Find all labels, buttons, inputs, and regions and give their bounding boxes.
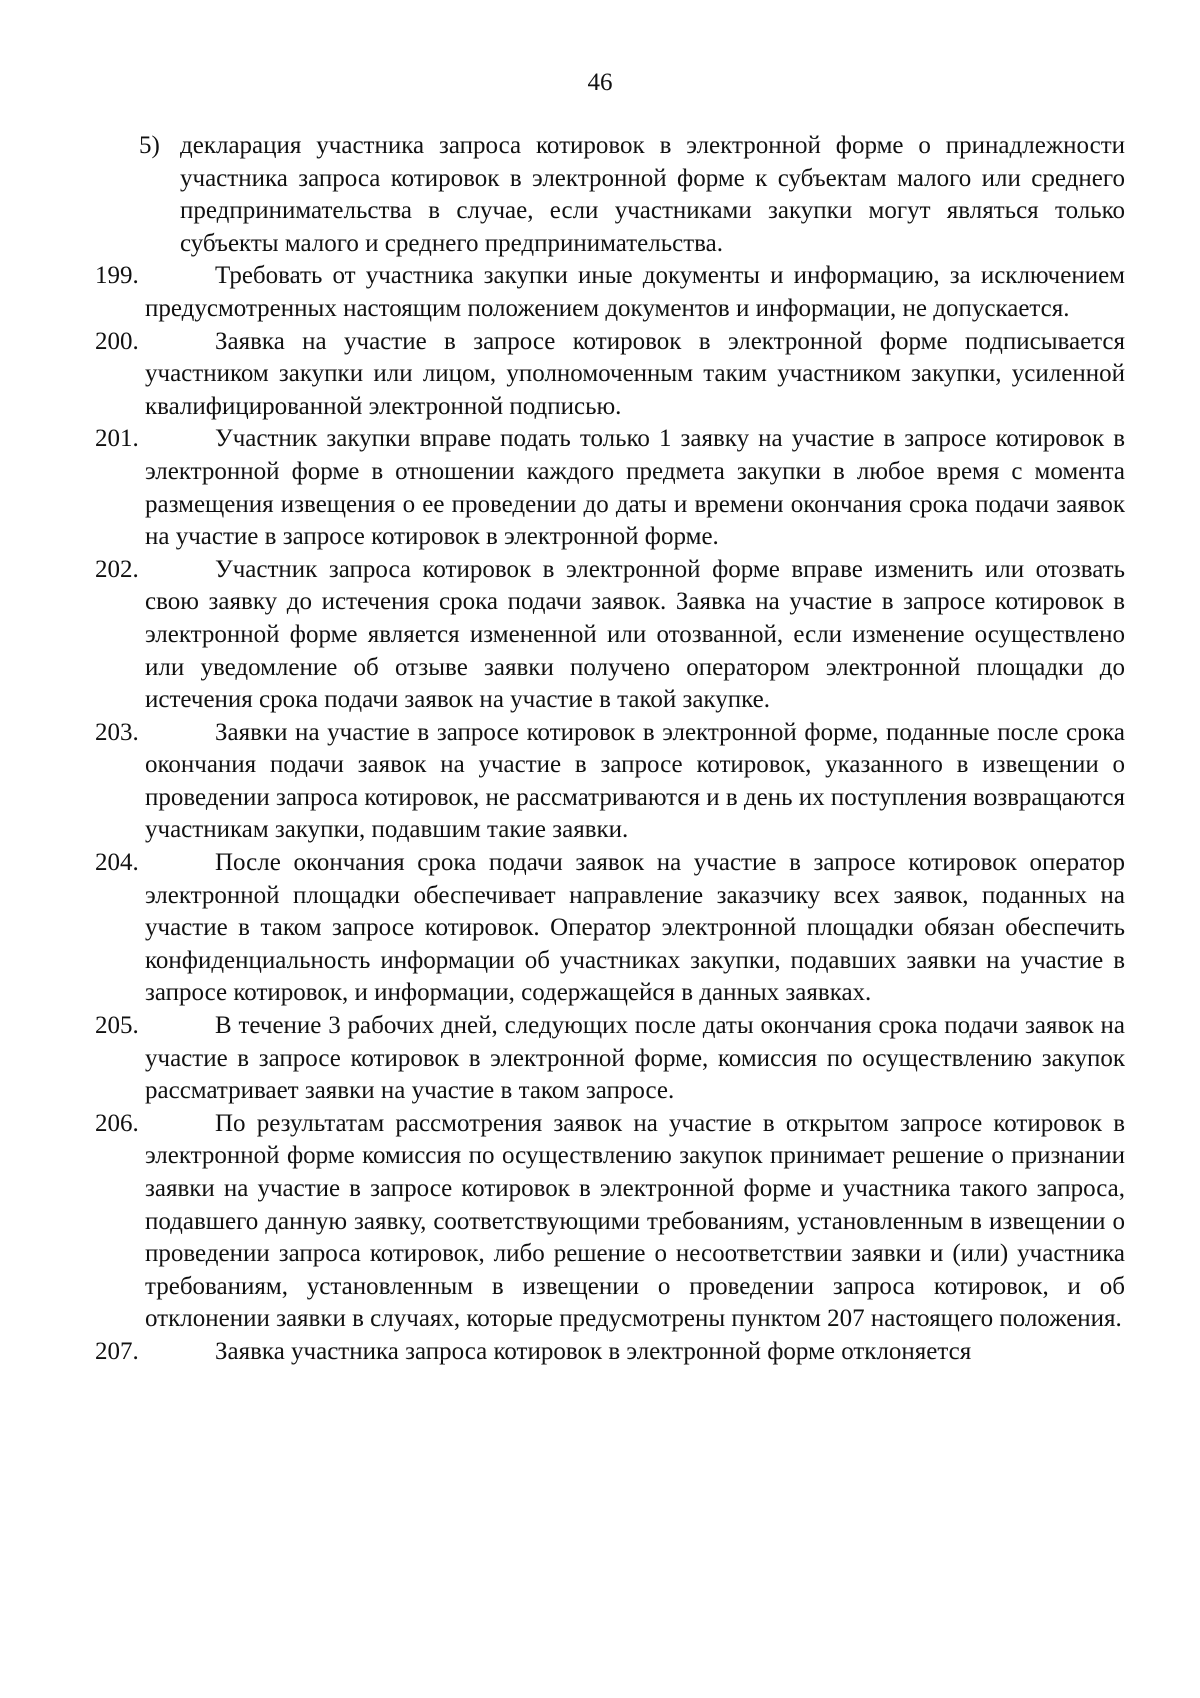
paragraph-number: 200.: [95, 327, 139, 355]
paragraph-number: 205.: [95, 1012, 139, 1040]
paragraph-200: [95, 326, 1125, 424]
paragraph-number: 199.: [95, 262, 139, 290]
document-body: [95, 130, 1125, 1369]
paragraph-205: [95, 1010, 1125, 1108]
paragraph-203: [95, 717, 1125, 847]
page-number: 46: [587, 69, 613, 96]
paragraph-text: Участник закупки вправе подать только 1 заявку на участие в запросе котировок в электронной форме в отношении каждого предмета закупки в любое время с момента размещения извещения о ее проведении до даты и времени окончания срока подачи заявок на участие в запросе котировок в электронной форме.: [145, 425, 1125, 551]
paragraph-number: 202.: [95, 555, 139, 583]
paragraph-199: [95, 260, 1125, 325]
paragraph-206: [95, 1108, 1125, 1336]
paragraph-204: [95, 847, 1125, 1010]
subitem-number: 5): [139, 132, 160, 159]
paragraph-text: В течение 3 рабочих дней, следующих после даты окончания срока подачи заявок на участие в запросе котировок в электронной форме, комиссия по осуществлению закупок рассматривает заявки на участие в таком запросе.: [145, 1012, 1125, 1105]
paragraph-text: Заявка на участие в запросе котировок в электронной форме подписывается участником закупки или лицом, уполномоченным таким участником закупки, усиленной квалифицированной электронной подписью.: [145, 327, 1125, 420]
paragraph-number: 207.: [95, 1337, 139, 1365]
paragraph-text: Требовать от участника закупки иные документы и информацию, за исключением предусмотренных настоящим положением документов и информации, не допускается.: [145, 262, 1125, 322]
paragraph-207: [95, 1336, 1125, 1369]
paragraph-text: Заявки на участие в запросе котировок в электронной форме, поданные после срока окончания подачи заявок на участие в запросе котировок, указанного в извещении о проведении запроса котировок, не рассматриваются и в день их поступления возвращаются участникам закупки, подавшим такие заявки.: [145, 718, 1125, 844]
paragraph-number: 201.: [95, 425, 139, 453]
list-subitem-5: [139, 130, 1125, 260]
paragraph-text: По результатам рассмотрения заявок на участие в открытом запросе котировок в электронной форме комиссия по осуществлению закупок принимает решение о признании заявки на участие в запросе котировок в электронной форме и участника такого запроса, подавшего данную заявку, соответствующими требованиям, установленным в извещении о проведении запроса котировок, либо решение о несоответствии заявки и (или) участника требованиям, установленным в извещении о проведении запроса котировок, и об отклонении заявки в случаях, которые предусмотрены пунктом 207 настоящего положения.: [145, 1109, 1125, 1333]
paragraph-number: 204.: [95, 849, 139, 877]
paragraph-text: Заявка участника запроса котировок в электронной форме отклоняется: [215, 1337, 972, 1365]
paragraph-number: 203.: [95, 718, 139, 746]
paragraph-201: [95, 423, 1125, 553]
paragraph-202: [95, 554, 1125, 717]
paragraph-text: Участник запроса котировок в электронной форме вправе изменить или отозвать свою заявку до истечения срока подачи заявок. Заявка на участие в запросе котировок в электронной форме является измененной или отозванной, если изменение осуществлено или уведомление об отзыве заявки получено оператором электронной площадки до истечения срока подачи заявок на участие в такой закупке.: [145, 555, 1125, 714]
paragraph-number: 206.: [95, 1109, 139, 1137]
subitem-text: декларация участника запроса котировок в электронной форме о принадлежности участника запроса котировок в электронной форме к субъектам малого или среднего предпринимательства в случае, если участниками закупки могут являться только субъекты малого и среднего предпринимательства.: [180, 132, 1125, 257]
paragraph-text: После окончания срока подачи заявок на участие в запросе котировок оператор электронной площадки обеспечивает направление заказчику всех заявок, поданных на участие в таком запросе котировок. Оператор электронной площадки обязан обеспечить конфиденциальность информации об участниках закупки, подавших заявки на участие в запросе котировок, и информации, содержащейся в данных заявках.: [145, 849, 1125, 1007]
